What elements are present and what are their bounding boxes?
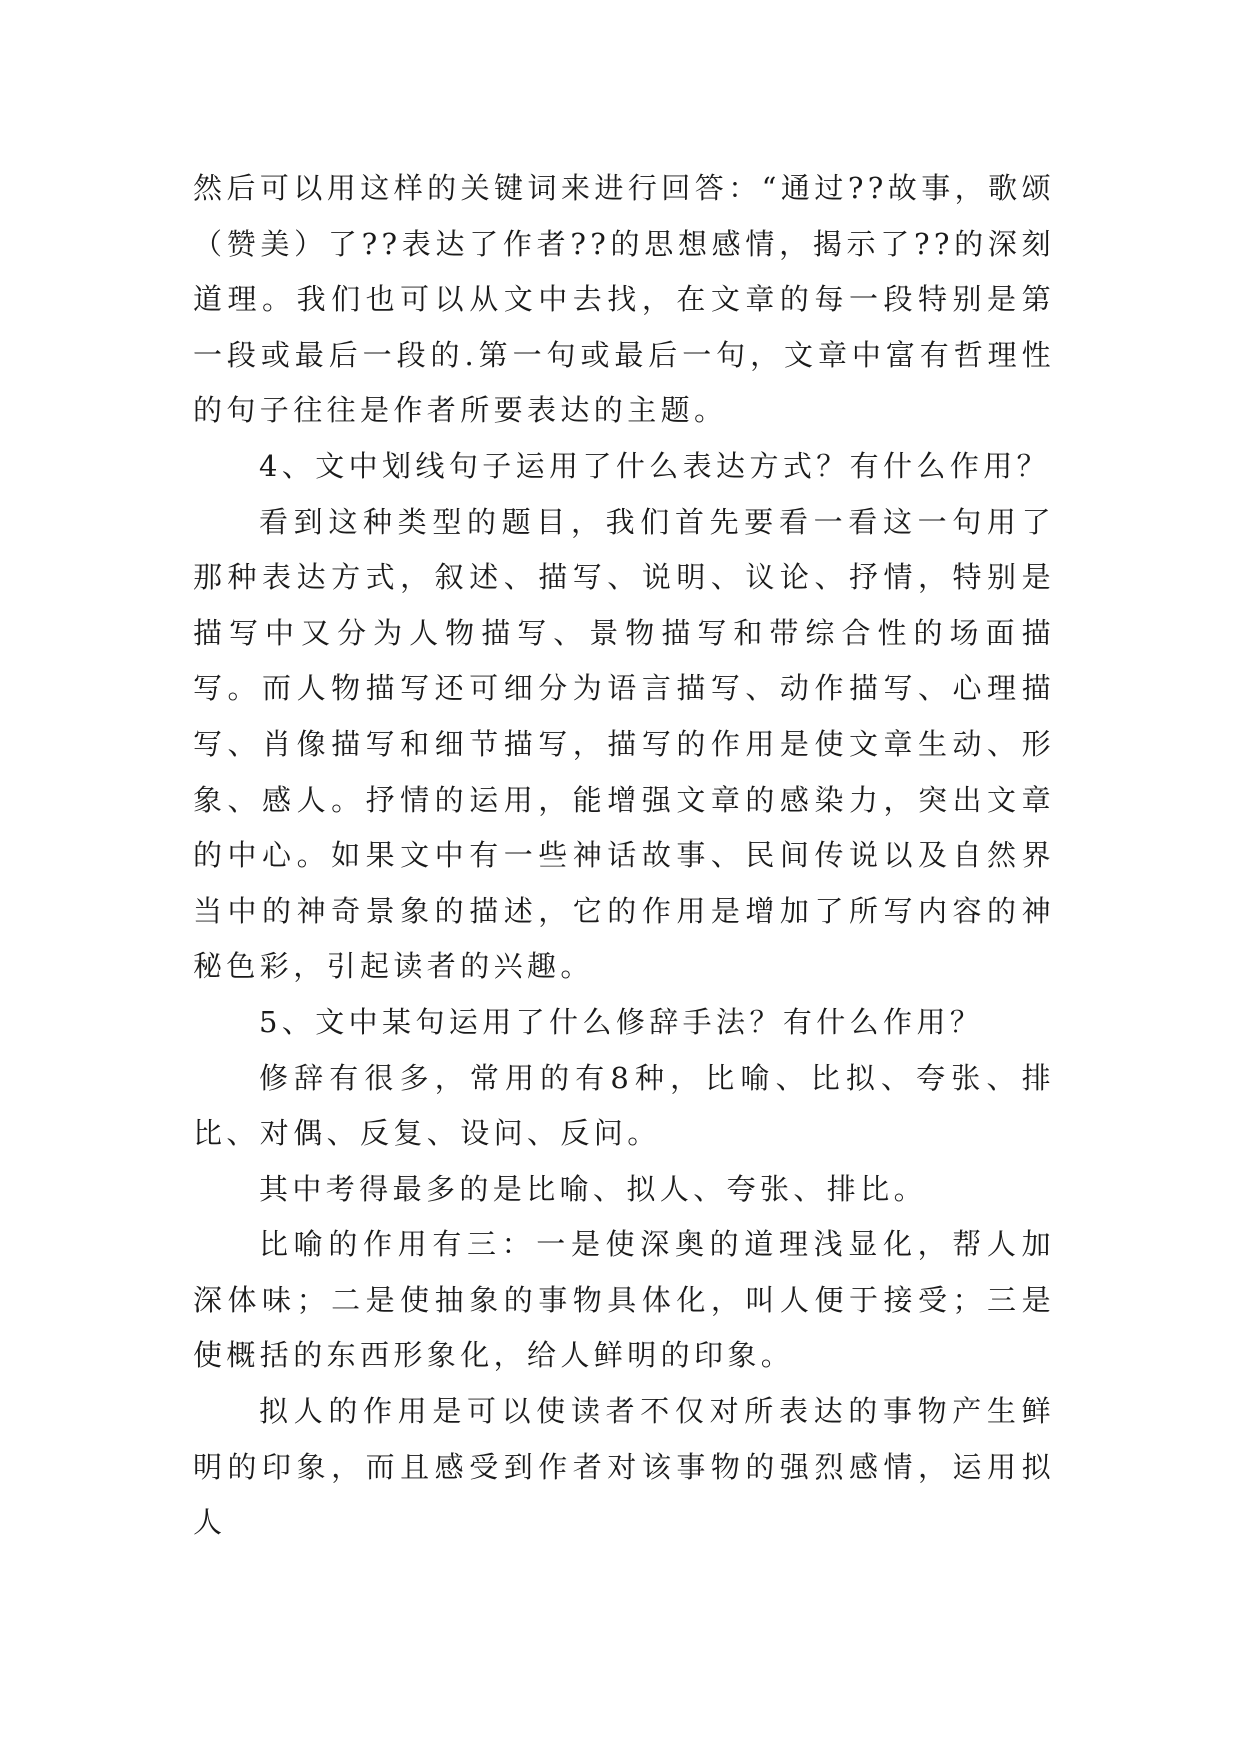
document-body xyxy=(193,161,1055,1551)
paragraph-rhetoric-types: 修辞有很多，常用的有8种，比喻、比拟、夸张、排比、对偶、反复、设问、反问。 xyxy=(193,1060,1055,1151)
paragraph-answer-keywords: 然后可以用这样的关键词来进行回答：“通过??故事，歌颂（赞美）了??表达了作者??的思想感情，揭示了??的深刻道理。我们也可以从文中去找，在文章的每一段特别是第一段或最后一段的.第一句或最后一句，文章中富有哲理性的句子往往是作者所要表达的主题。 xyxy=(193,171,1055,428)
question-4-heading: 4、文中划线句子运用了什么表达方式？有什么作用？ xyxy=(259,448,1051,483)
question-5-heading: 5、文中某句运用了什么修辞手法？有什么作用？ xyxy=(259,1004,984,1039)
paragraph-personification-effect: 拟人的作用是可以使读者不仅对所表达的事物产生鲜明的印象，而且感受到作者对该事物的强烈感情，运用拟人 xyxy=(193,1394,1055,1540)
paragraph-metaphor-effect: 比喻的作用有三：一是使深奥的道理浅显化，帮人加深体味；二是使抽象的事物具体化，叫人便于接受；三是使概括的东西形象化，给人鲜明的印象。 xyxy=(193,1227,1055,1373)
paragraph-most-tested: 其中考得最多的是比喻、拟人、夸张、排比。 xyxy=(259,1171,928,1206)
paragraph-expression-methods: 看到这种类型的题目，我们首先要看一看这一句用了那种表达方式，叙述、描写、说明、议论、抒情，特别是描写中又分为人物描写、景物描写和带综合性的场面描写。而人物描写还可细分为语言描写、动作描写、心理描写、肖像描写和细节描写，描写的作用是使文章生动、形象、感人。抒情的运用，能增强文章的感染力，突出文章的中心。如果文中有一些神话故事、民间传说以及自然界当中的神奇景象的描述，它的作用是增加了所写内容的神秘色彩，引起读者的兴趣。 xyxy=(193,504,1055,984)
